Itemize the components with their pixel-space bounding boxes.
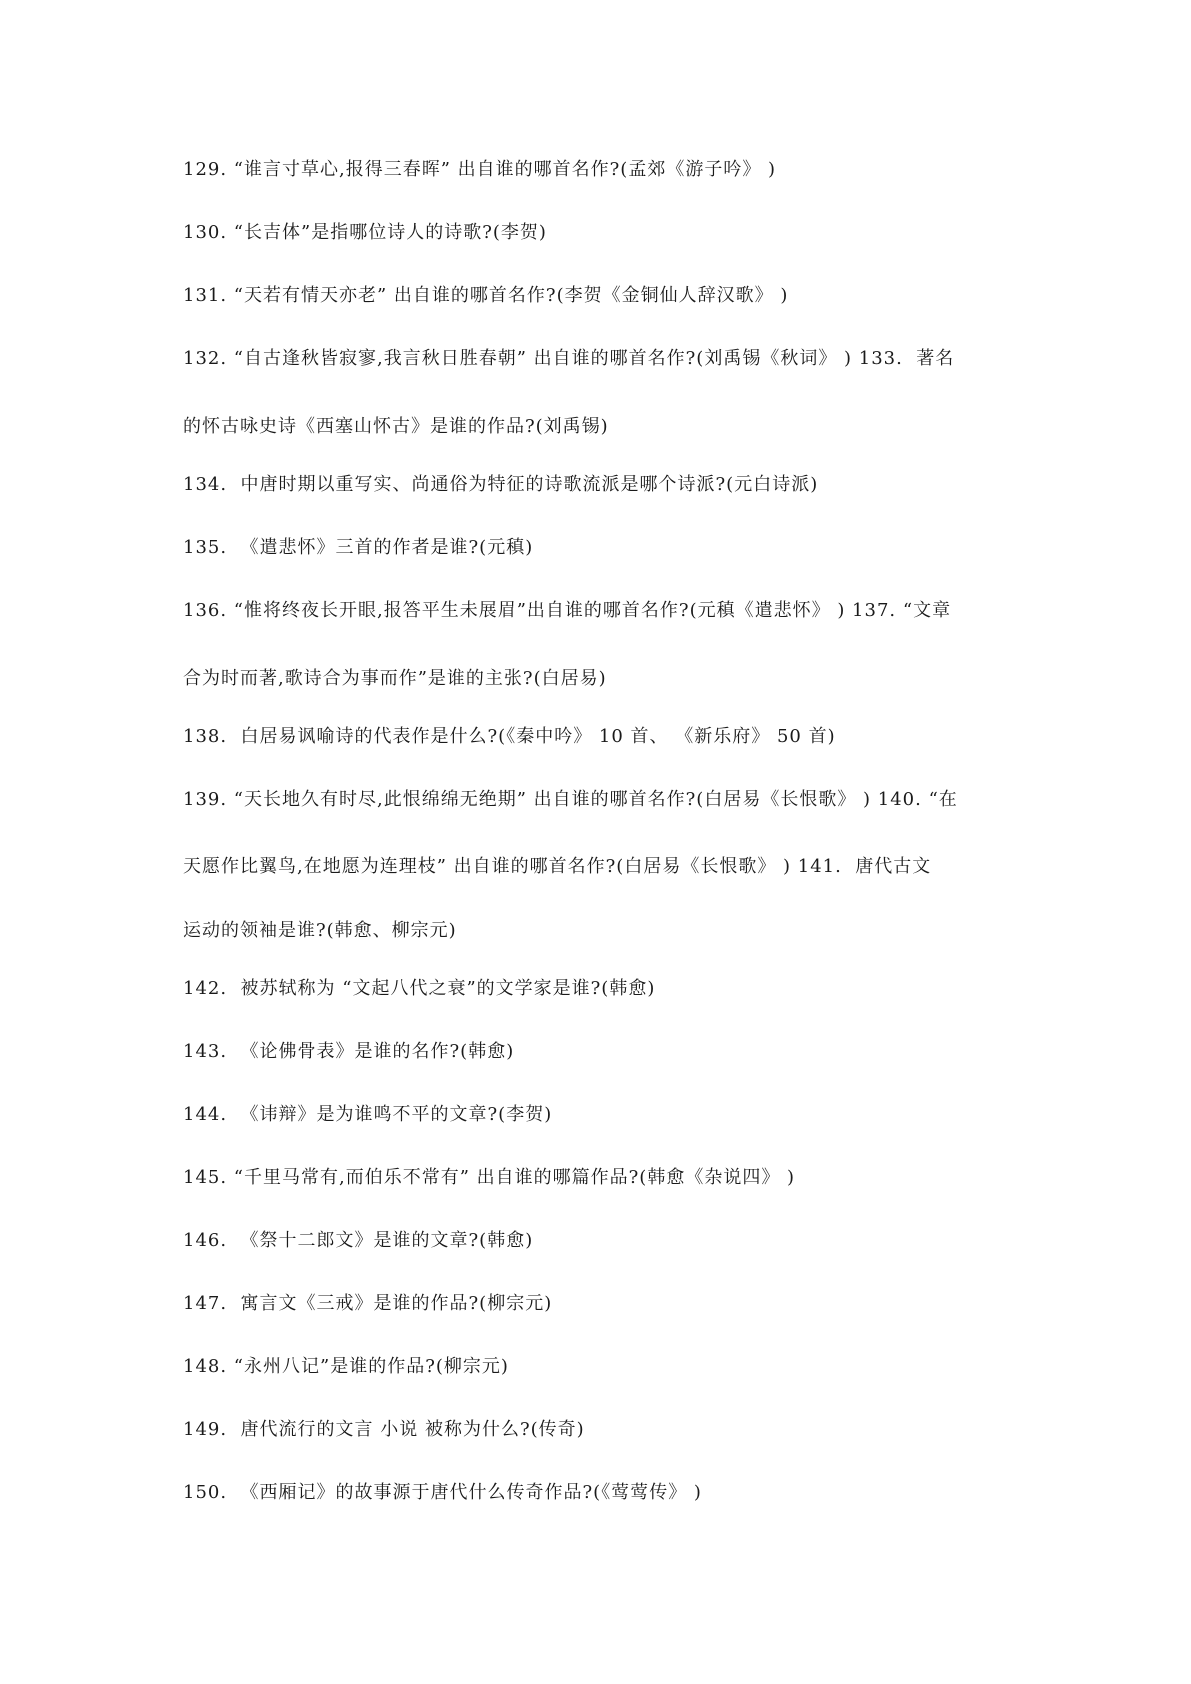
text-line: 146. 《祭十二郎文》是谁的文章?(韩愈) bbox=[183, 1230, 534, 1251]
text-line: 的怀古咏史诗《西塞山怀古》是谁的作品?(刘禹锡) bbox=[183, 416, 609, 437]
text-line: 139. “天长地久有时尽,此恨绵绵无绝期” 出自谁的哪首名作?(白居易《长恨歌》 ) 140. “在 bbox=[183, 789, 958, 810]
text-line: 145. “千里马常有,而伯乐不常有” 出自谁的哪篇作品?(韩愈《杂说四》 ) bbox=[183, 1167, 796, 1188]
text-line: 天愿作比翼鸟,在地愿为连理枝” 出自谁的哪首名作?(白居易《长恨歌》 ) 141. 唐代古文 bbox=[183, 856, 932, 877]
text-line: 134. 中唐时期以重写实、尚通俗为特征的诗歌流派是哪个诗派?(元白诗派) bbox=[183, 474, 819, 495]
text-line: 132. “自古逢秋皆寂寥,我言秋日胜春朝” 出自谁的哪首名作?(刘禹锡《秋词》 ) 133. 著名 bbox=[183, 348, 955, 369]
text-line: 136. “惟将终夜长开眼,报答平生未展眉”出自谁的哪首名作?(元稹《遣悲怀》 ) 137. “文章 bbox=[183, 600, 952, 621]
text-line: 144. 《讳辩》是为谁鸣不平的文章?(李贺) bbox=[183, 1104, 553, 1125]
text-line: 运动的领袖是谁?(韩愈、柳宗元) bbox=[183, 920, 457, 941]
text-line: 129. “谁言寸草心,报得三春晖” 出自谁的哪首名作?(孟郊《游子吟》 ) bbox=[183, 159, 777, 180]
text-line: 147. 寓言文《三戒》是谁的作品?(柳宗元) bbox=[183, 1293, 553, 1314]
text-line: 138. 白居易讽喻诗的代表作是什么?(《秦中吟》 10 首、 《新乐府》 50 首) bbox=[183, 726, 836, 747]
text-line: 149. 唐代流行的文言 小说 被称为什么?(传奇) bbox=[183, 1419, 585, 1440]
text-line: 135. 《遣悲怀》三首的作者是谁?(元稹) bbox=[183, 537, 534, 558]
text-line: 143. 《论佛骨表》是谁的名作?(韩愈) bbox=[183, 1041, 515, 1062]
text-line: 142. 被苏轼称为 “文起八代之衰”的文学家是谁?(韩愈) bbox=[183, 978, 656, 999]
text-line: 148. “永州八记”是谁的作品?(柳宗元) bbox=[183, 1356, 509, 1377]
text-line: 合为时而著,歌诗合为事而作”是谁的主张?(白居易) bbox=[183, 668, 607, 689]
text-line: 130. “长吉体”是指哪位诗人的诗歌?(李贺) bbox=[183, 222, 547, 243]
text-line: 150. 《西厢记》的故事源于唐代什么传奇作品?(《莺莺传》 ) bbox=[183, 1482, 702, 1503]
text-line: 131. “天若有情天亦老” 出自谁的哪首名作?(李贺《金铜仙人辞汉歌》 ) bbox=[183, 285, 789, 306]
